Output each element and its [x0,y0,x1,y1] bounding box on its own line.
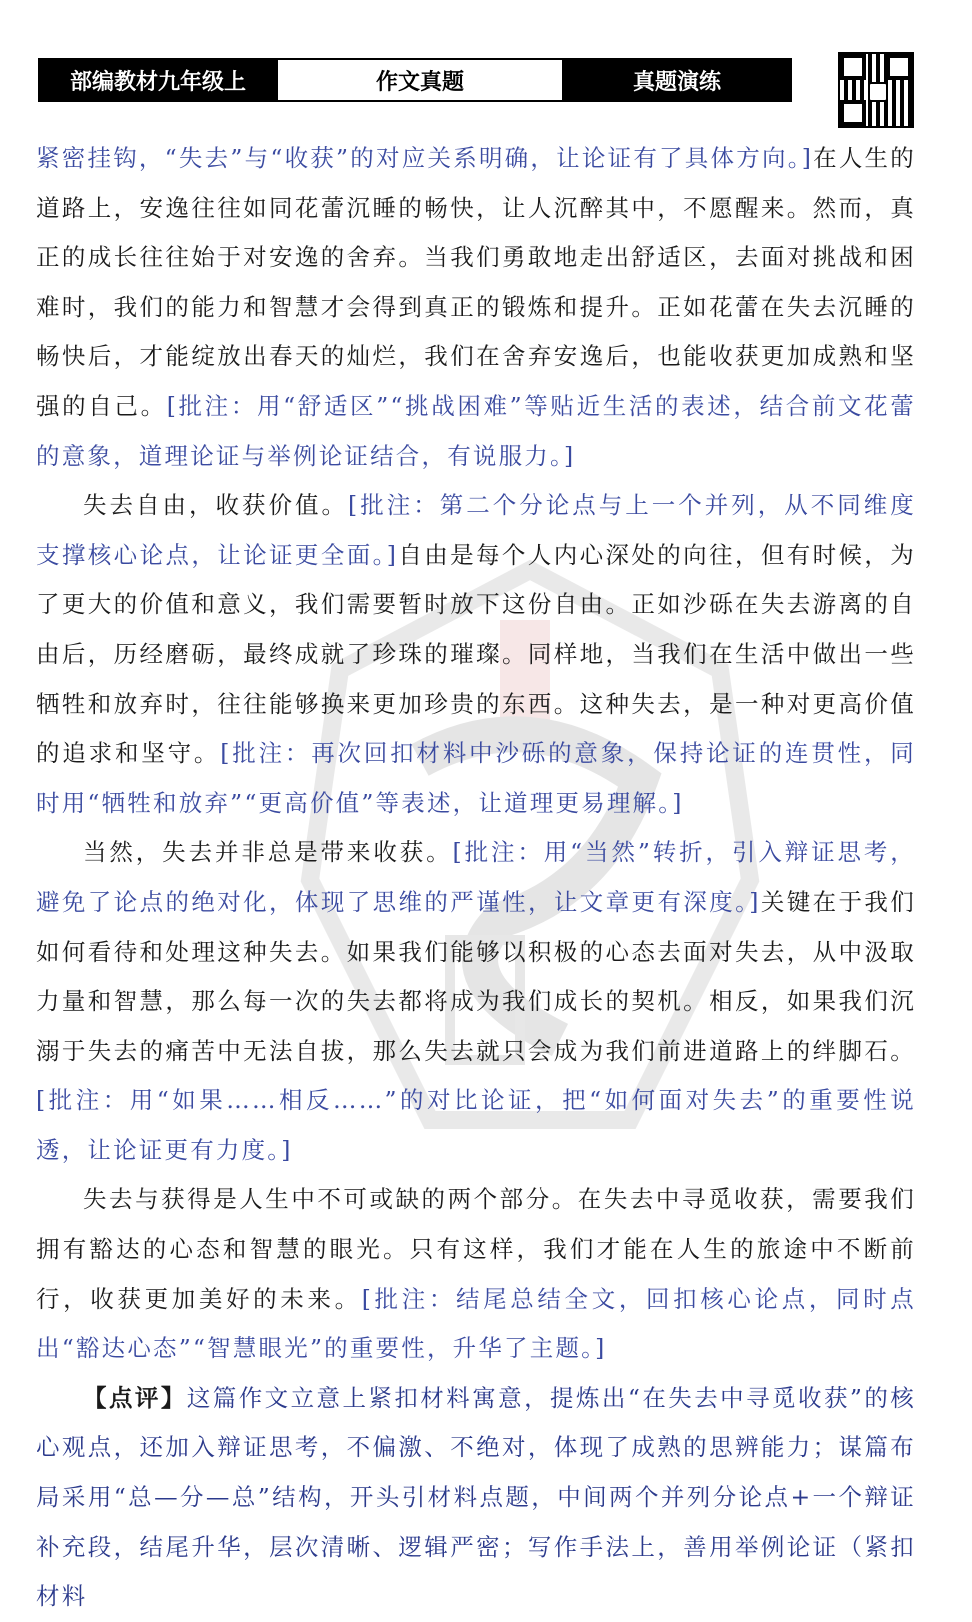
annotation-text: [批注：用“当然”转折，引入辩证思考，避免了论点的绝对化，体现了思维的严谨性，让文章更有深度。] [36,838,916,916]
body-text: 关键在于我们如何看待和处理这种失去。如果我们能够以积极的心态去面对失去，从中汲取力量和智慧，那么每一次的失去都将成为我们成长的契机。相反，如果我们沉溺于失去的痛苦中无法自拔，那么失去就只会成为我们前进道路上的绊脚石。 [36,887,917,1065]
article-paragraph [36,481,916,828]
annotation-text: 紧密挂钩，“失去”与“收获”的对应关系明确，让论证有了具体方向。] [36,144,814,172]
comment-text: 这篇作文立意上紧扣材料寓意，提炼出“在失去中寻觅收获”的核心观点，还加入辩证思考，不偏激、不绝对，体现了成熟的思辨能力；谋篇布局采用“总—分—总”结构，开头引材料点题，中间两个并列分论点+一个辩证补充段，结尾升华，层次清晰、逻辑严密；写作手法上，善用举例论证（紧扣材料 [36,1383,917,1611]
article-paragraph [36,1374,916,1622]
annotation-text: [批注：用“如果……相反……”的对比论证，把“如何面对失去”的重要性说透，让论证更有力度。] [36,1086,916,1164]
article-body [36,134,916,1622]
qr-code-icon [840,54,912,126]
comment-heading: 【点评】 [83,1383,187,1412]
body-text: 失去自由，收获价值。 [83,491,349,520]
article-paragraph [36,134,916,481]
article-paragraph [36,828,916,1175]
header-practice-label: 真题演练 [564,60,790,100]
body-text: 自由是每个人内心深处的向往，但有时候，为了更大的价值和意义，我们需要暂时放下这份自由。正如沙砾在失去游离的自由后，历经磨砺，最终成就了珍珠的璀璨。同样地，当我们在生活中做出一些牺牲和放弃时，往往能够换来更加珍贵的东西。这种失去，是一种对更高价值的追求和坚守。 [36,540,917,768]
body-text: 当然，失去并非总是带来收获。 [83,838,453,867]
header-grade-label: 部编教材九年级上 [40,60,276,100]
header-bar [38,58,792,102]
article-paragraph [36,1175,916,1373]
annotation-text: [批注：用“舒适区”“挑战困难”等贴近生活的表述，结合前文花蕾的意象，道理论证与举例论证结合，有说服力。] [36,391,916,470]
annotation-text: [批注：再次回扣材料中沙砾的意象，保持论证的连贯性，同时用“牺牲和放弃”“更高价值”等表述，让道理更易理解。] [36,739,916,817]
header-section-label: 作文真题 [276,60,564,100]
body-text: 失去与获得是人生中不可或缺的两个部分。在失去中寻觅收获，需要我们拥有豁达的心态和智慧的眼光。只有这样，我们才能在人生的旅途中不断前行，收获更加美好的未来。 [36,1185,916,1313]
body-text: 在人生的道路上，安逸往往如同花蕾沉睡的畅快，让人沉醉其中，不愿醒来。然而，真正的成长往往始于对安逸的舍弃。当我们勇敢地走出舒适区，去面对挑战和困难时，我们的能力和智慧才会得到真正的锻炼和提升。正如花蕾在失去沉睡的畅快后，才能绽放出春天的灿烂，我们在舍弃安逸后，也能收获更加成熟和坚强的自己。 [36,144,916,420]
annotation-text: [批注：结尾总结全文，回扣核心论点，同时点出“豁达心态”“智慧眼光”的重要性，升华了主题。] [36,1284,916,1363]
annotation-text: [批注：第二个分论点与上一个并列，从不同维度支撑核心论点，让论证更全面。] [36,491,916,569]
